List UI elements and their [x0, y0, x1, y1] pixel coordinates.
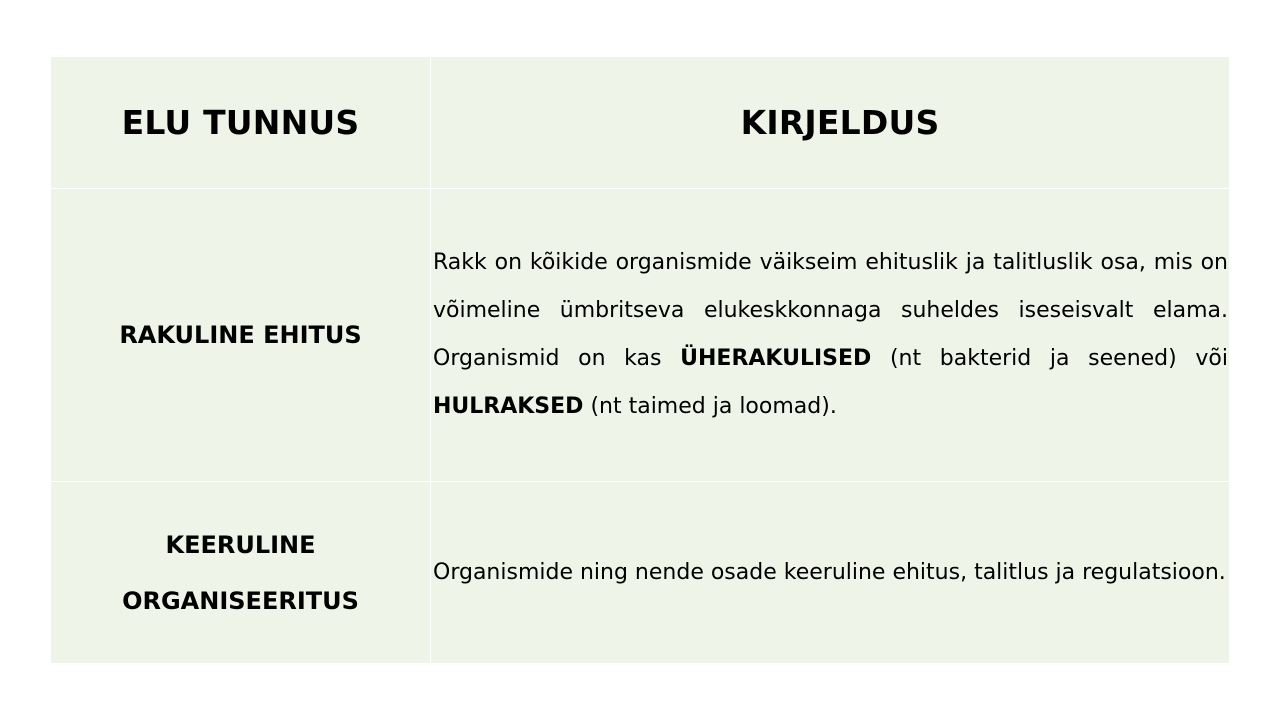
row-1-trait-cell	[51, 188, 431, 481]
row-2-trait-line-1: KEERULINE	[165, 530, 316, 559]
row-2-trait	[122, 517, 359, 629]
row-1-trait: RAKULINE EHITUS	[119, 321, 362, 349]
row-1-desc-text-c: (nt taimed ja loomad).	[583, 394, 837, 419]
row-2-description: Organismide ning nende osade keeruline ehitus, talitlus ja regulatsioon.	[433, 559, 1226, 585]
header-cell-trait	[51, 57, 431, 188]
header-trait: ELU TUNNUS	[121, 103, 360, 142]
header-cell-description	[431, 57, 1229, 188]
header-description: KIRJELDUS	[740, 103, 940, 142]
row-1-desc-text-a: Rakk on kõikide organismide väikseim ehituslik ja talitluslik osa, mis on võimeline ümbritseva elukeskkonnaga suheldes iseseisvalt elama. Organismid on kas	[433, 250, 1228, 371]
row-1-desc-text-b: (nt bakterid ja seened) või	[871, 346, 1228, 371]
row-2-description-cell	[431, 481, 1229, 663]
row-2-trait-line-2: ORGANISEERITUS	[122, 586, 359, 615]
row-1-desc-term-multicellular: HULRAKSED	[433, 394, 584, 419]
row-1-desc-term-unicellular: ÜHERAKULISED	[680, 346, 872, 371]
traits-table	[51, 57, 1229, 663]
row-1-description	[431, 239, 1228, 431]
row-1-description-cell	[431, 188, 1229, 481]
row-2-trait-cell	[51, 481, 431, 663]
